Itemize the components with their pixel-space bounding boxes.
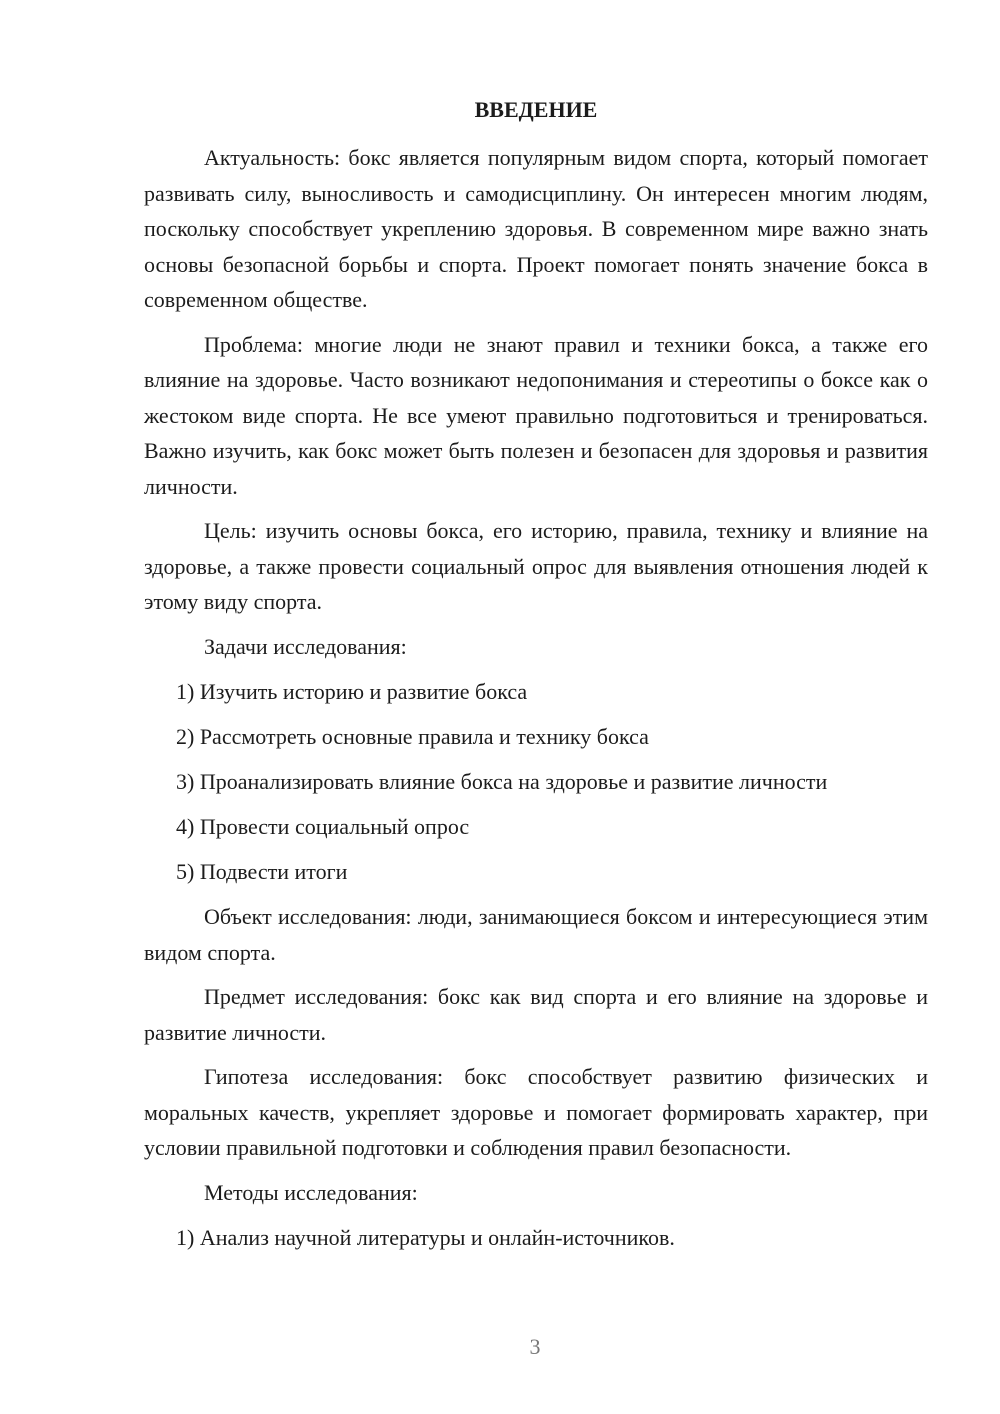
task-item-4: 4) Провести социальный опрос bbox=[176, 814, 470, 839]
relevance-paragraph: Актуальность: бокс является популярным видом спорта, который помогает развивать силу, выносливость и самодисциплину. Он интересен многим людям, поскольку способствует укреплению здоровья. В современном мире важно знать основы безопасной борьбы и спорта. Проект помогает понять значение бокса в современном обществе. bbox=[144, 145, 928, 312]
task-item-3: 3) Проанализировать влияние бокса на здоровье и развитие личности bbox=[176, 769, 828, 794]
subject-paragraph: Предмет исследования: бокс как вид спорта и его влияние на здоровье и развитие личности. bbox=[144, 984, 928, 1045]
page-content bbox=[144, 92, 928, 1265]
goal-paragraph: Цель: изучить основы бокса, его историю, правила, технику и влияние на здоровье, а также провести социальный опрос для выявления отношения людей к этому виду спорта. bbox=[144, 518, 928, 614]
hypothesis-paragraph: Гипотеза исследования: бокс способствует развитию физических и моральных качеств, укрепляет здоровье и помогает формировать характер, при условии правильной подготовки и соблюдения правил безопасности. bbox=[144, 1064, 928, 1160]
task-item-2: 2) Рассмотреть основные правила и технику бокса bbox=[176, 724, 649, 749]
object-paragraph: Объект исследования: люди, занимающиеся боксом и интересующиеся этим видом спорта. bbox=[144, 904, 928, 965]
methods-heading: Методы исследования: bbox=[204, 1179, 418, 1205]
task-item-5: 5) Подвести итоги bbox=[176, 859, 348, 884]
section-title: ВВЕДЕНИЕ bbox=[474, 97, 598, 122]
task-item-1: 1) Изучить историю и развитие бокса bbox=[176, 679, 528, 704]
page-number: 3 bbox=[529, 1334, 541, 1359]
method-item-1: 1) Анализ научной литературы и онлайн-источников. bbox=[176, 1225, 675, 1250]
problem-paragraph: Проблема: многие люди не знают правил и техники бокса, а также его влияние на здоровье. Часто возникают недопонимания и стереотипы о боксе как о жестоком виде спорта. Не все умеют правильно подготовиться и тренироваться. Важно изучить, как бокс может быть полезен и безопасен для здоровья и развития личности. bbox=[144, 331, 928, 499]
tasks-heading: Задачи исследования: bbox=[204, 633, 407, 659]
